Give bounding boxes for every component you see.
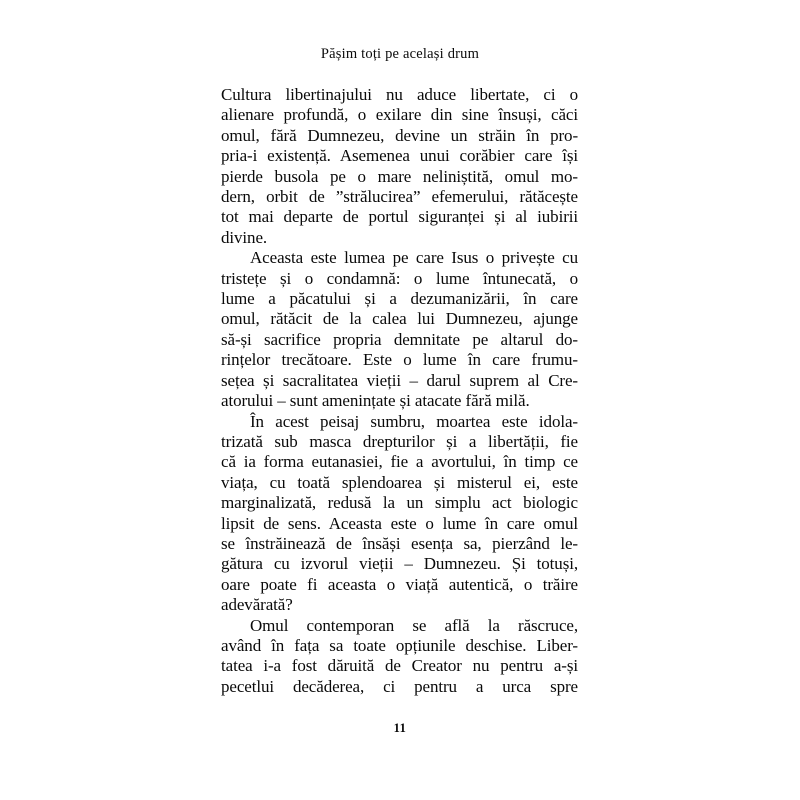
text-line: Cultura libertinajului nu aduce libertate, ci o bbox=[221, 85, 578, 104]
text-line: alienare profundă, o exilare din sine însuși, căci bbox=[221, 105, 578, 125]
text-line: pria-i existență. Asemenea unui corăbier care își bbox=[221, 146, 578, 166]
text-line: pecetlui decăderea, ci pentru a urca spre bbox=[221, 676, 578, 696]
text-line: Omul contemporan se află la răscruce, bbox=[250, 615, 578, 635]
text-line: având în fața sa toate opțiunile deschise. Liber- bbox=[221, 635, 578, 655]
text-line: că ia forma eutanasiei, fie a avortului, în timp ce bbox=[221, 452, 578, 472]
text-line: oare poate fi aceasta o viață autentică, o trăire bbox=[221, 574, 578, 594]
text-line: sețea și sacralitatea vieții – darul suprem al Cre- bbox=[221, 370, 578, 390]
text-line: se înstrăinează de însăși esența sa, pierzând le- bbox=[221, 533, 578, 553]
text-line: să-și sacrifice propria demnitate pe altarul do- bbox=[221, 329, 578, 349]
paragraph bbox=[221, 616, 578, 698]
text-line: omul, fără Dumnezeu, devine un străin în pro- bbox=[221, 125, 578, 145]
text-line: lume a păcatului și a dezumanizării, în care bbox=[221, 289, 578, 309]
text-line: dern, orbit de ”strălucirea” efemerului, rătăcește bbox=[221, 187, 578, 207]
text-line: pierde busola pe o mare neliniștită, omul mo- bbox=[221, 166, 578, 186]
paragraph bbox=[221, 248, 578, 411]
text-line: Aceasta este lumea pe care Isus o privește cu bbox=[250, 248, 578, 268]
running-header: Pășim toți pe același drum bbox=[320, 46, 480, 62]
text-block bbox=[221, 85, 578, 697]
text-line: atorului – sunt amenințate și atacate fără milă. bbox=[221, 391, 530, 411]
text-line: În acest peisaj sumbru, moartea este idola- bbox=[250, 411, 578, 431]
text-line: trizată sub masca drepturilor și a libertății, fie bbox=[221, 431, 578, 451]
text-line: omul, rătăcit de la calea lui Dumnezeu, ajunge bbox=[221, 309, 578, 329]
text-line: viața, cu toată splendoarea și misterul ei, este bbox=[221, 472, 578, 492]
paragraph bbox=[221, 412, 578, 616]
text-line: gătura cu izvorul vieții – Dumnezeu. Și totuși, bbox=[221, 554, 578, 574]
text-line: lipsit de sens. Aceasta este o lume în care omul bbox=[221, 513, 578, 533]
text-line: tatea i-a fost dăruită de Creator nu pentru a-și bbox=[221, 656, 578, 676]
text-line: tristețe și o condamnă: o lume întunecată, o bbox=[221, 268, 578, 288]
text-line: tot mai departe de portul siguranței și al iubirii bbox=[221, 207, 578, 227]
text-line: marginalizată, redusă la un simplu act biologic bbox=[221, 493, 578, 513]
page-number: 11 bbox=[393, 721, 407, 735]
paragraph bbox=[221, 85, 578, 248]
text-line: rințelor trecătoare. Este o lume în care frumu- bbox=[221, 350, 578, 370]
text-line: divine. bbox=[221, 227, 268, 247]
text-line: adevărată? bbox=[221, 595, 293, 615]
